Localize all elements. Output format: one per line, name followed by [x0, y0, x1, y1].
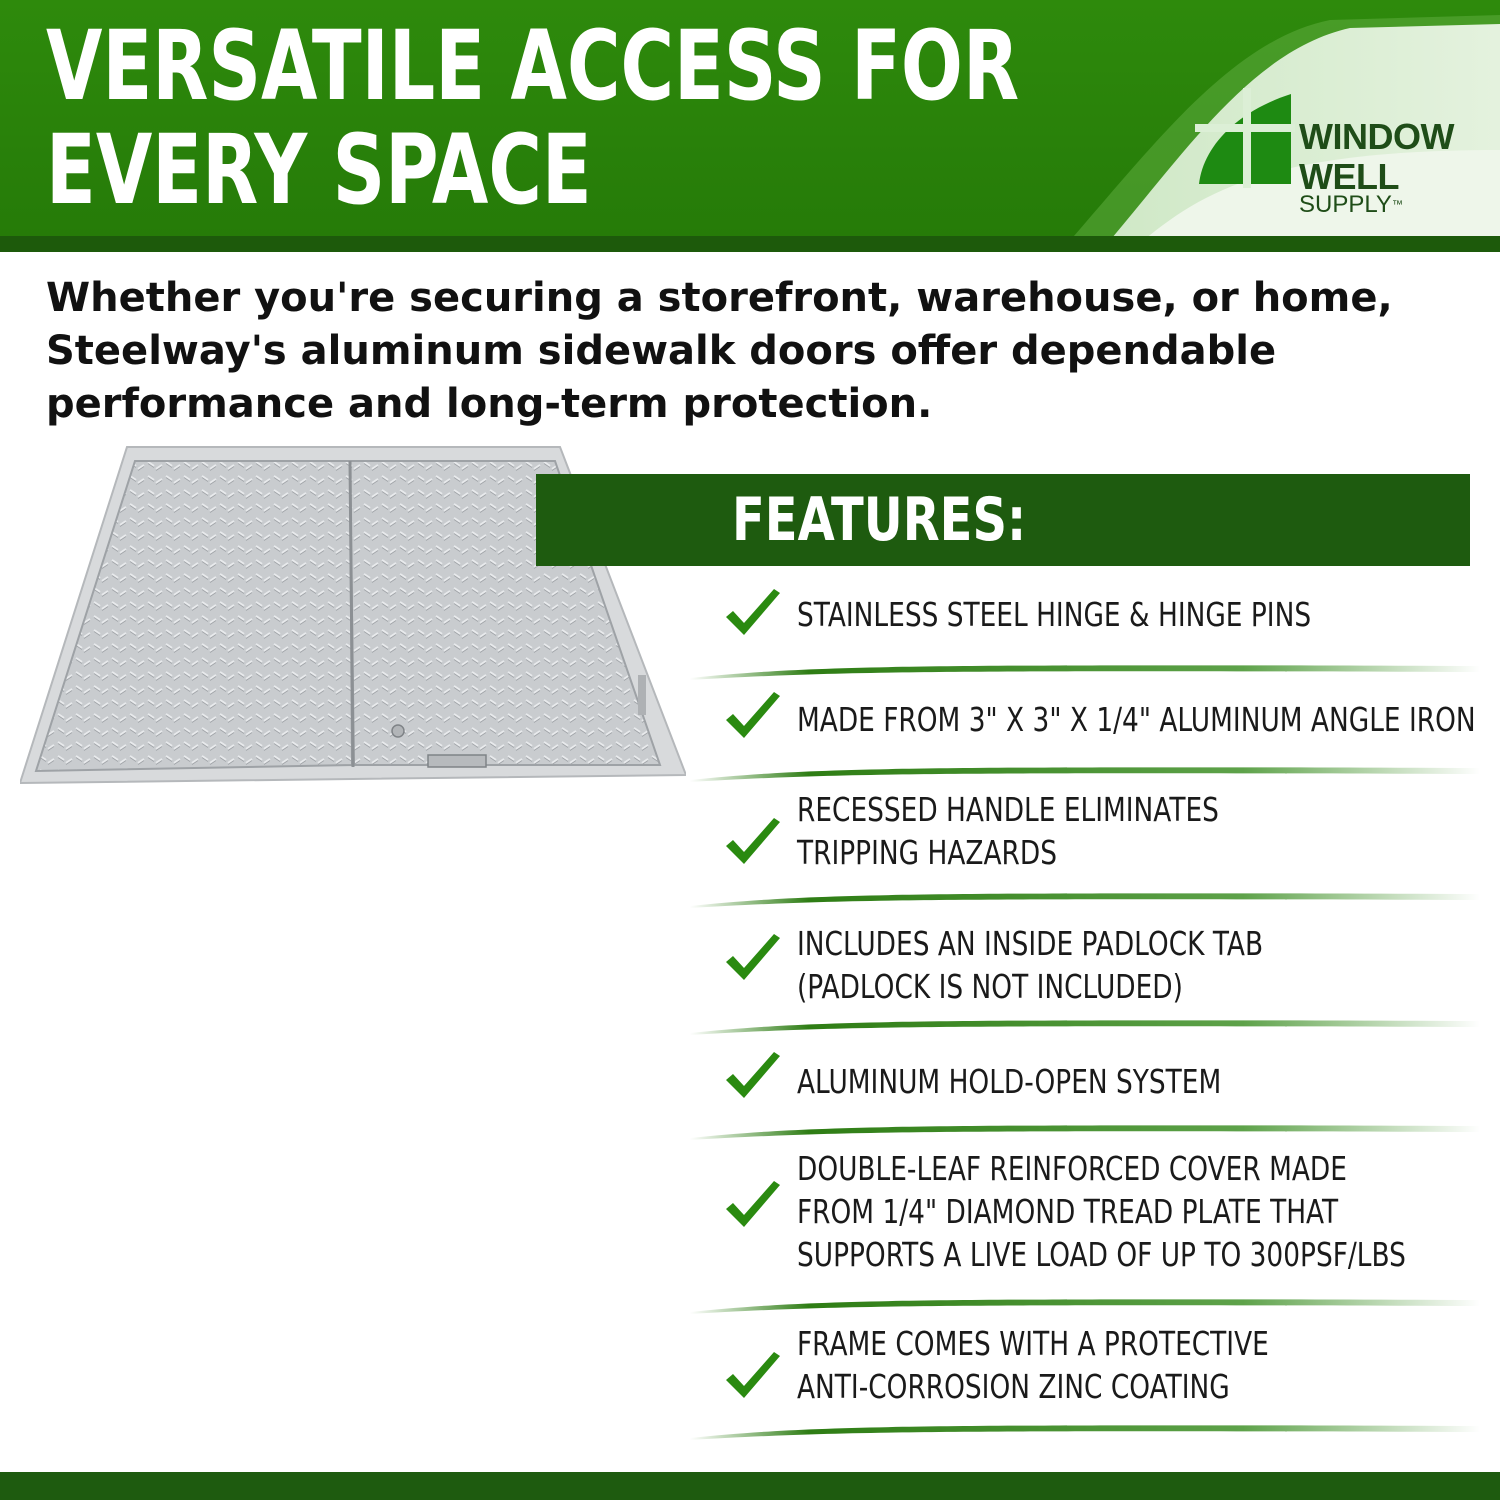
feature-line: ALUMINUM HOLD-OPEN SYSTEM — [797, 1062, 1222, 1101]
title-line-2: EVERY SPACE — [46, 114, 592, 226]
feature-line: (PADLOCK IS NOT INCLUDED) — [797, 967, 1183, 1006]
feature-line: TRIPPING HAZARDS — [797, 833, 1057, 872]
check-icon — [724, 818, 782, 870]
feature-line: FRAME COMES WITH A PROTECTIVE — [797, 1324, 1269, 1363]
feature-text — [797, 788, 1219, 874]
feature-line: MADE FROM 3" X 3" X 1/4" ALUMINUM ANGLE IRON — [797, 700, 1476, 739]
feature-item-hold-open — [700, 1050, 1490, 1120]
check-icon — [724, 1352, 782, 1404]
header-bottom-strip — [0, 236, 1500, 252]
feature-divider — [690, 1015, 1480, 1035]
feature-item-recessed-handle — [700, 788, 1490, 888]
feature-divider — [690, 762, 1480, 782]
feature-item-padlock-tab — [700, 922, 1490, 1022]
feature-text — [797, 698, 1476, 741]
feature-item-angle-iron — [700, 688, 1490, 758]
intro-line-2: Steelway's aluminum sidewalk doors offer dependable — [46, 328, 1277, 374]
feature-text — [797, 1147, 1406, 1276]
feature-text — [797, 593, 1311, 636]
feature-line: FROM 1/4" DIAMOND TREAD PLATE THAT — [797, 1192, 1339, 1231]
feature-text — [797, 1322, 1269, 1408]
check-icon — [724, 692, 782, 744]
feature-text — [797, 1060, 1221, 1103]
intro-line-1: Whether you're securing a storefront, warehouse, or home, — [46, 275, 1393, 321]
logo-text-well: WELL — [1299, 156, 1399, 197]
intro-paragraph — [46, 272, 1466, 431]
feature-item-double-leaf — [700, 1147, 1490, 1287]
feature-divider — [690, 1294, 1480, 1314]
footer-bar — [0, 1472, 1500, 1500]
title-line-1: VERSATILE ACCESS FOR — [46, 10, 1020, 122]
check-icon — [724, 1052, 782, 1104]
feature-text — [797, 922, 1263, 1008]
window-logo-icon — [1195, 88, 1295, 188]
logo-text-supply — [1299, 192, 1403, 218]
feature-divider — [690, 1420, 1480, 1440]
brand-logo — [1195, 88, 1495, 228]
feature-line: DOUBLE-LEAF REINFORCED COVER MADE — [797, 1149, 1347, 1188]
check-icon — [724, 1181, 782, 1233]
intro-line-3: performance and long-term protection. — [46, 381, 933, 427]
logo-supply-label: SUPPLY — [1299, 191, 1392, 218]
page-title — [46, 10, 1020, 226]
check-icon — [724, 934, 782, 986]
feature-divider — [690, 1120, 1480, 1140]
check-icon — [724, 589, 782, 641]
feature-line: INCLUDES AN INSIDE PADLOCK TAB — [797, 924, 1264, 963]
feature-item-zinc-coating — [700, 1322, 1490, 1422]
features-heading: FEATURES: — [732, 485, 1027, 555]
logo-trademark: ™ — [1391, 199, 1403, 211]
logo-text-window: WINDOW — [1299, 116, 1454, 157]
feature-divider — [690, 888, 1480, 908]
feature-line: RECESSED HANDLE ELIMINATES — [797, 790, 1219, 829]
header-banner — [0, 0, 1500, 252]
feature-divider — [690, 660, 1480, 680]
feature-line: STAINLESS STEEL HINGE & HINGE PINS — [797, 595, 1312, 634]
feature-item-hinge — [700, 585, 1490, 655]
feature-line: ANTI-CORROSION ZINC COATING — [797, 1367, 1230, 1406]
feature-line: SUPPORTS A LIVE LOAD OF UP TO 300PSF/LBS — [797, 1235, 1406, 1274]
